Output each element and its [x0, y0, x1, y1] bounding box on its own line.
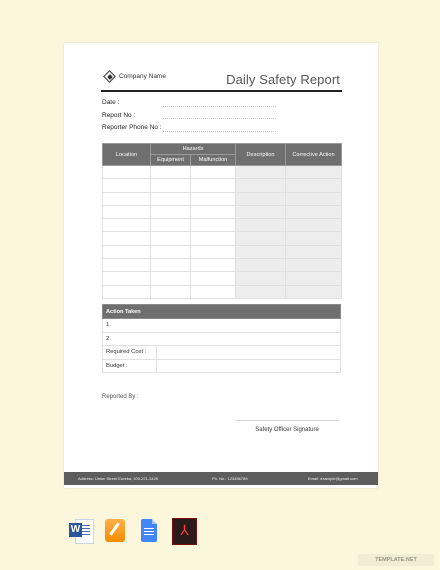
table-cell[interactable]	[103, 232, 151, 245]
equipment-header: Equipment	[151, 155, 191, 166]
table-cell[interactable]	[151, 205, 191, 218]
table-cell[interactable]	[236, 245, 286, 258]
table-cell[interactable]	[286, 219, 342, 232]
table-cell[interactable]	[151, 166, 191, 179]
table-cell[interactable]	[191, 232, 236, 245]
report-no-label: Report No :	[102, 111, 136, 119]
reporter-phone-line	[163, 131, 276, 132]
reported-by-label: Reported By :	[102, 394, 139, 400]
table-row	[103, 179, 342, 192]
table-cell[interactable]	[151, 259, 191, 272]
table-cell[interactable]	[236, 285, 286, 298]
table-row	[103, 205, 342, 218]
table-cell[interactable]	[236, 205, 286, 218]
table-row	[103, 192, 342, 205]
budget-value[interactable]	[157, 359, 341, 373]
table-cell[interactable]	[236, 232, 286, 245]
table-cell[interactable]	[286, 285, 342, 298]
description-header: Description	[236, 144, 286, 166]
footer-bar	[64, 472, 378, 485]
table-cell[interactable]	[286, 232, 342, 245]
word-icon[interactable]	[69, 518, 93, 544]
malfunction-header: Malfunction	[191, 155, 236, 166]
reporter-phone-field[interactable]	[102, 122, 242, 135]
google-docs-icon[interactable]	[137, 518, 161, 544]
table-row	[103, 272, 342, 285]
table-cell[interactable]	[151, 272, 191, 285]
footer-email: Email: example@gmail.com	[308, 476, 358, 481]
hazards-header: Hazards	[151, 144, 236, 155]
pdf-shape: ⅄	[172, 518, 197, 545]
company-name: Company Name	[119, 73, 166, 80]
action-row-2[interactable]: 2.	[103, 332, 341, 346]
table-cell[interactable]	[151, 192, 191, 205]
footer-phone: Ph. No.: 123456789	[212, 476, 248, 481]
table-cell[interactable]	[103, 245, 151, 258]
table-cell[interactable]	[236, 166, 286, 179]
table-cell[interactable]	[191, 166, 236, 179]
table-cell[interactable]	[103, 219, 151, 232]
table-cell[interactable]	[286, 179, 342, 192]
table-cell[interactable]	[191, 192, 236, 205]
table-row	[103, 245, 342, 258]
table-cell[interactable]	[191, 219, 236, 232]
company-logo	[104, 71, 166, 82]
table-cell[interactable]	[103, 179, 151, 192]
table-cell[interactable]	[286, 205, 342, 218]
date-label: Date :	[102, 99, 120, 106]
table-cell[interactable]	[191, 259, 236, 272]
hazard-table	[102, 143, 342, 299]
report-no-line	[163, 118, 276, 119]
table-cell[interactable]	[191, 272, 236, 285]
table-cell[interactable]	[286, 245, 342, 258]
table-cell[interactable]	[151, 232, 191, 245]
table-cell[interactable]	[191, 285, 236, 298]
location-header: Location	[103, 144, 151, 166]
table-cell[interactable]	[236, 272, 286, 285]
table-cell[interactable]	[151, 219, 191, 232]
table-cell[interactable]	[191, 245, 236, 258]
report-title: Daily Safety Report	[226, 72, 340, 87]
pages-doc-shape	[105, 519, 125, 542]
table-cell[interactable]	[191, 205, 236, 218]
word-w-badge: W	[70, 524, 81, 535]
table-cell[interactable]	[286, 259, 342, 272]
signature-line[interactable]	[235, 420, 339, 421]
report-fields	[102, 97, 242, 135]
signature-label: Safety Officer Signature	[255, 427, 319, 433]
table-cell[interactable]	[286, 272, 342, 285]
table-cell[interactable]	[236, 179, 286, 192]
table-cell[interactable]	[151, 285, 191, 298]
action-row-1[interactable]: 1.	[103, 319, 341, 333]
table-cell[interactable]	[151, 245, 191, 258]
corrective-action-header: Corrective Action	[286, 144, 342, 166]
table-row	[103, 166, 342, 179]
report-document	[64, 43, 378, 488]
reporter-phone-label: Reporter Phone No :	[102, 124, 162, 131]
date-line	[163, 106, 276, 107]
budget-label: Budget :	[103, 359, 157, 373]
table-cell[interactable]	[191, 179, 236, 192]
pages-icon[interactable]	[103, 518, 127, 544]
template-watermark: TEMPLATE.NET	[358, 554, 434, 566]
footer-address: Address: Union Street Eureka, 100-221-3426	[78, 476, 159, 481]
table-cell[interactable]	[236, 192, 286, 205]
action-table	[102, 304, 341, 373]
format-icons	[69, 518, 205, 544]
pdf-icon[interactable]	[171, 518, 195, 544]
required-cost-label: Required Cost :	[103, 346, 157, 360]
table-cell[interactable]	[286, 166, 342, 179]
table-cell[interactable]	[103, 192, 151, 205]
table-cell[interactable]	[103, 166, 151, 179]
table-row	[103, 285, 342, 298]
table-cell[interactable]	[103, 205, 151, 218]
table-row	[103, 219, 342, 232]
hazard-table-body	[103, 166, 342, 299]
required-cost-value[interactable]	[157, 346, 341, 360]
table-cell[interactable]	[236, 259, 286, 272]
table-cell[interactable]	[286, 192, 342, 205]
table-row	[103, 232, 342, 245]
table-cell[interactable]	[151, 179, 191, 192]
report-no-field[interactable]	[102, 110, 242, 123]
action-taken-header: Action Taken	[103, 305, 341, 319]
table-cell[interactable]	[103, 259, 151, 272]
date-field[interactable]	[102, 97, 242, 110]
table-cell[interactable]	[236, 219, 286, 232]
title-divider	[101, 90, 342, 92]
table-row	[103, 259, 342, 272]
diamond-logo-icon	[104, 71, 115, 82]
table-cell[interactable]	[103, 272, 151, 285]
table-cell[interactable]	[103, 285, 151, 298]
google-docs-shape	[141, 519, 157, 542]
